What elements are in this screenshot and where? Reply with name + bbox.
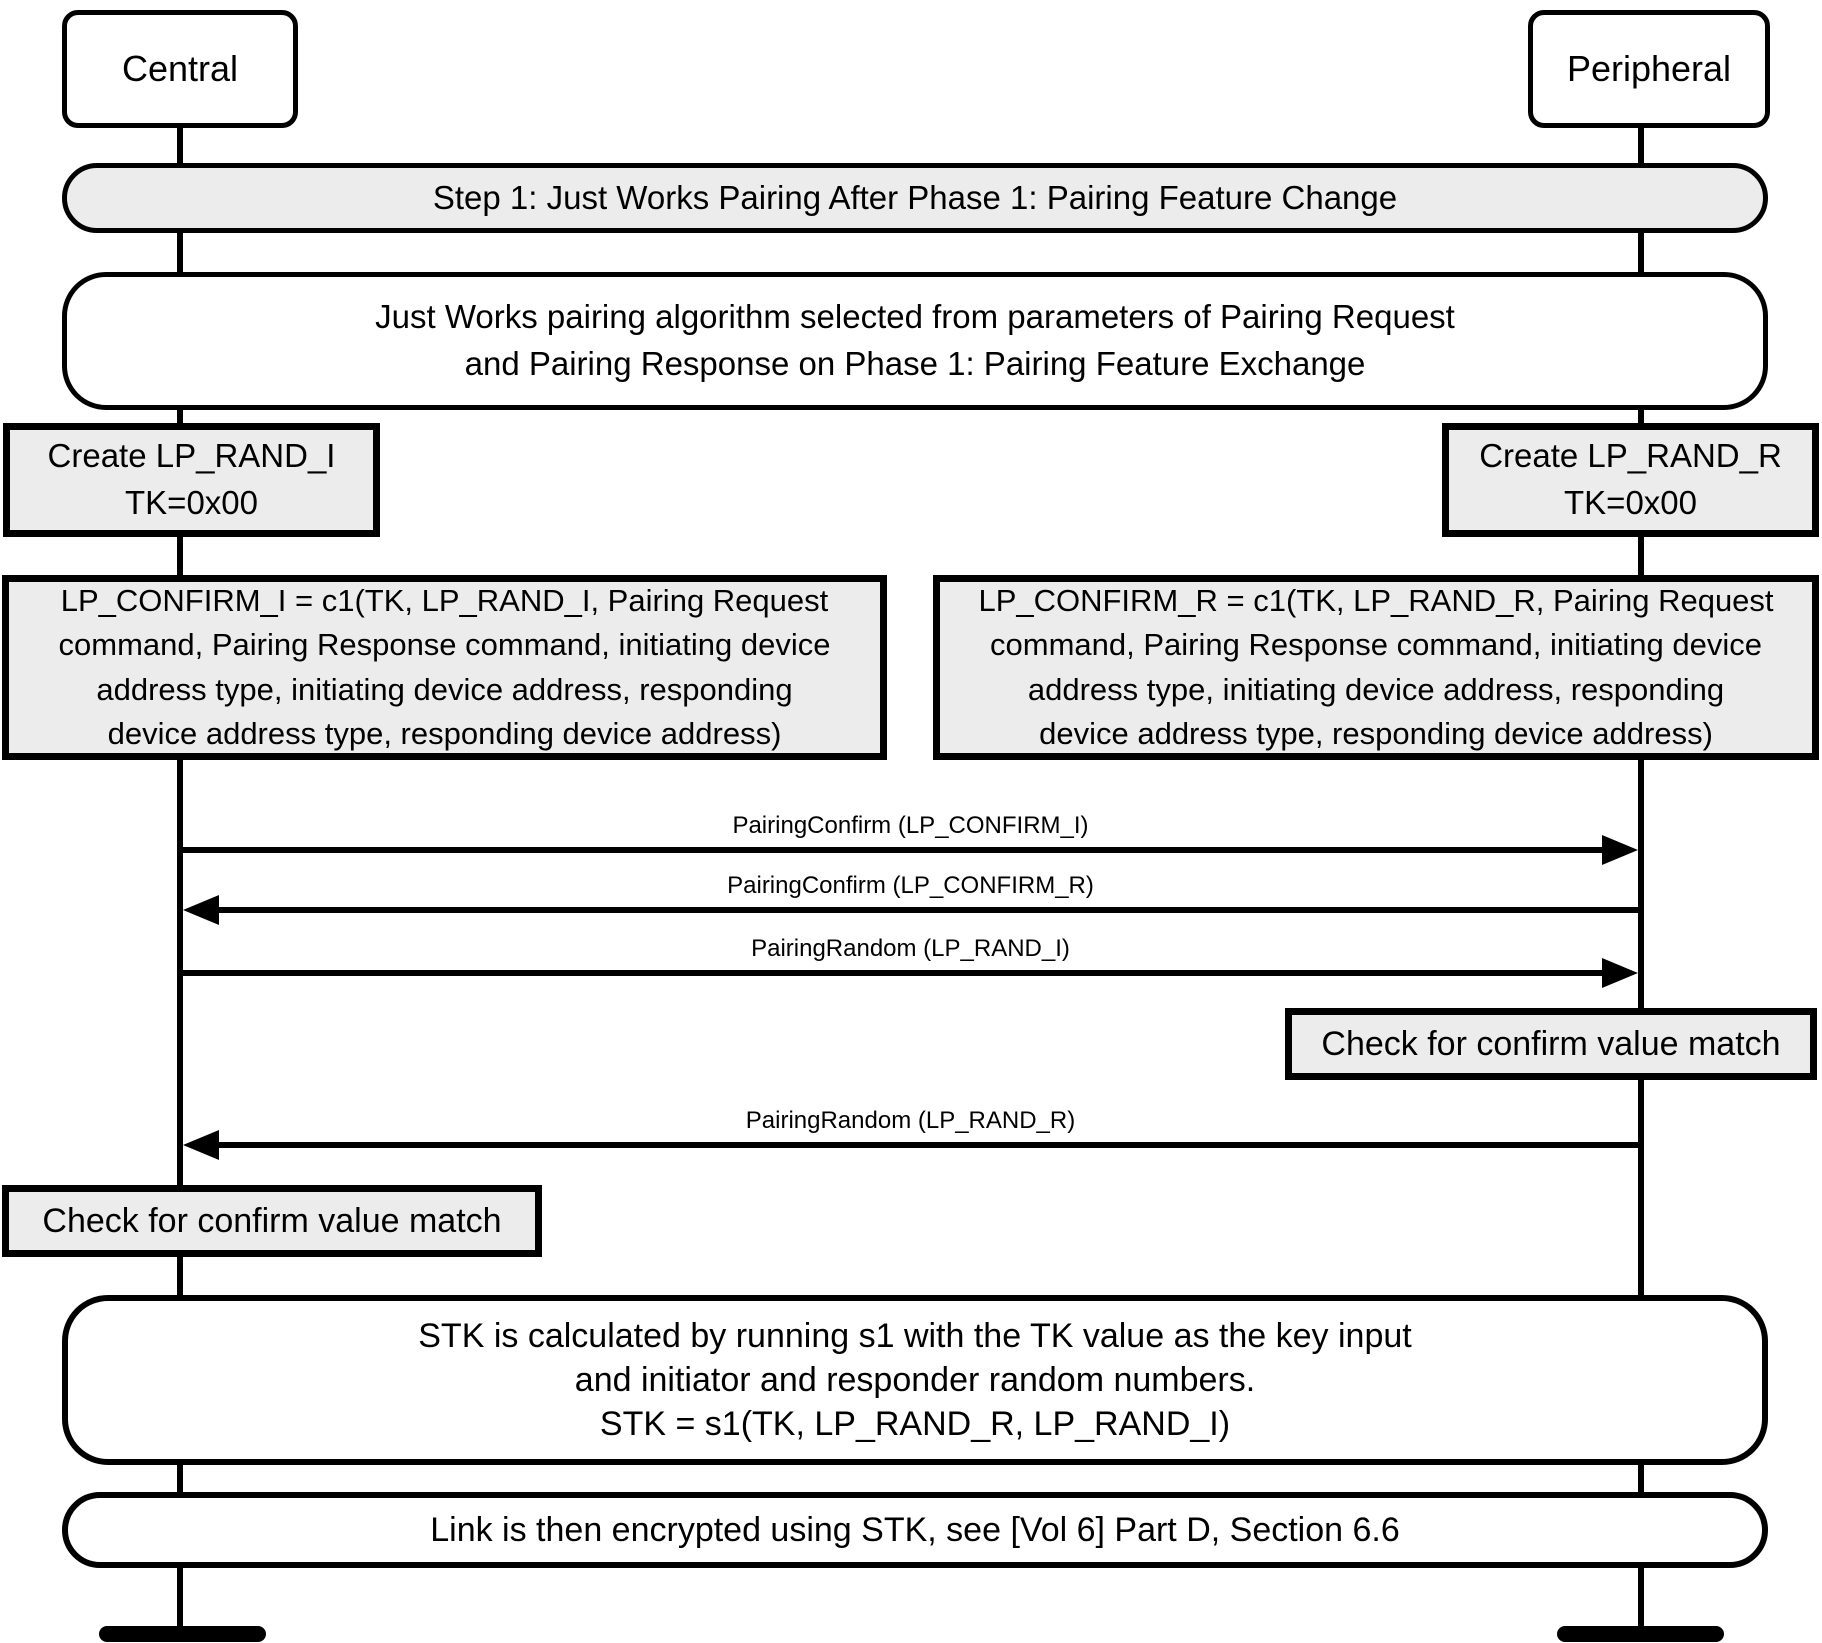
confirm-line: LP_CONFIRM_R = c1(TK, LP_RAND_R, Pairing Request: [978, 583, 1774, 619]
lifeline-end-bar-central: [99, 1626, 266, 1642]
actor-label-central: Central: [121, 48, 239, 89]
confirm-line: command, Pairing Response command, initiating device: [58, 627, 831, 663]
confirm-line: device address type, responding device address): [1039, 715, 1713, 751]
create-lp-rand-i-box: [3, 423, 380, 537]
stk-line: STK is calculated by running s1 with the TK value as the key input: [418, 1316, 1412, 1355]
link-encrypted-note: [62, 1492, 1768, 1568]
note-line: Just Works pairing algorithm selected from parameters of Pairing Request: [375, 298, 1455, 336]
confirm-line: command, Pairing Response command, initiating device: [990, 627, 1762, 663]
arrowhead-left-icon: [183, 895, 219, 925]
confirm-line: device address type, responding device address): [107, 715, 782, 751]
arrowhead-right-icon: [1602, 835, 1638, 865]
link-note-label: Link is then encrypted using STK, see [Vol 6] Part D, Section 6.6: [430, 1510, 1400, 1549]
message-arrow-pairing-random-r: [219, 1142, 1638, 1148]
lp-confirm-r-box: [933, 575, 1819, 760]
confirm-line: address type, initiating device address, responding: [1027, 671, 1725, 707]
message-label-pairing-random-r: PairingRandom (LP_RAND_R): [745, 1107, 1076, 1134]
actor-box-central: [62, 10, 298, 128]
check-confirm-value-box-peripheral: [1285, 1008, 1817, 1080]
message-arrow-pairing-random-i: [183, 970, 1602, 976]
actor-label-peripheral: Peripheral: [1566, 48, 1732, 89]
step-banner: [62, 163, 1768, 233]
message-label-pairing-random-i: PairingRandom (LP_RAND_I): [751, 935, 1070, 962]
check-label: Check for confirm value match: [42, 1201, 502, 1240]
stk-calculation-note: [62, 1295, 1768, 1465]
check-label: Check for confirm value match: [1321, 1024, 1781, 1063]
create-line: TK=0x00: [1564, 484, 1697, 521]
arrowhead-left-icon: [183, 1130, 219, 1160]
message-label-pairing-confirm-r: PairingConfirm (LP_CONFIRM_R): [727, 872, 1094, 899]
note-line: and Pairing Response on Phase 1: Pairing Feature Exchange: [464, 345, 1366, 382]
message-arrow-pairing-confirm-r: [219, 907, 1638, 913]
lifeline-end-bar-peripheral: [1557, 1626, 1724, 1642]
stk-line: and initiator and responder random numbers.: [574, 1360, 1256, 1399]
arrowhead-right-icon: [1602, 958, 1638, 988]
create-line: TK=0x00: [125, 484, 258, 521]
actor-box-peripheral: [1528, 10, 1770, 128]
check-confirm-value-box-central: [2, 1185, 542, 1257]
stk-line: STK = s1(TK, LP_RAND_R, LP_RAND_I): [599, 1405, 1231, 1444]
confirm-line: address type, initiating device address, responding: [96, 671, 793, 707]
message-arrow-pairing-confirm-i: [183, 847, 1602, 853]
lp-confirm-i-box: [2, 575, 887, 760]
create-line: Create LP_RAND_R: [1479, 437, 1782, 475]
message-label-pairing-confirm-i: PairingConfirm (LP_CONFIRM_I): [732, 812, 1089, 839]
step-banner-label: Step 1: Just Works Pairing After Phase 1: Pairing Feature Change: [432, 179, 1398, 216]
create-lp-rand-r-box: [1442, 423, 1819, 537]
note-pairing-algorithm: [62, 272, 1768, 410]
confirm-line: LP_CONFIRM_I = c1(TK, LP_RAND_I, Pairing Request: [60, 583, 829, 619]
create-line: Create LP_RAND_I: [47, 437, 336, 475]
